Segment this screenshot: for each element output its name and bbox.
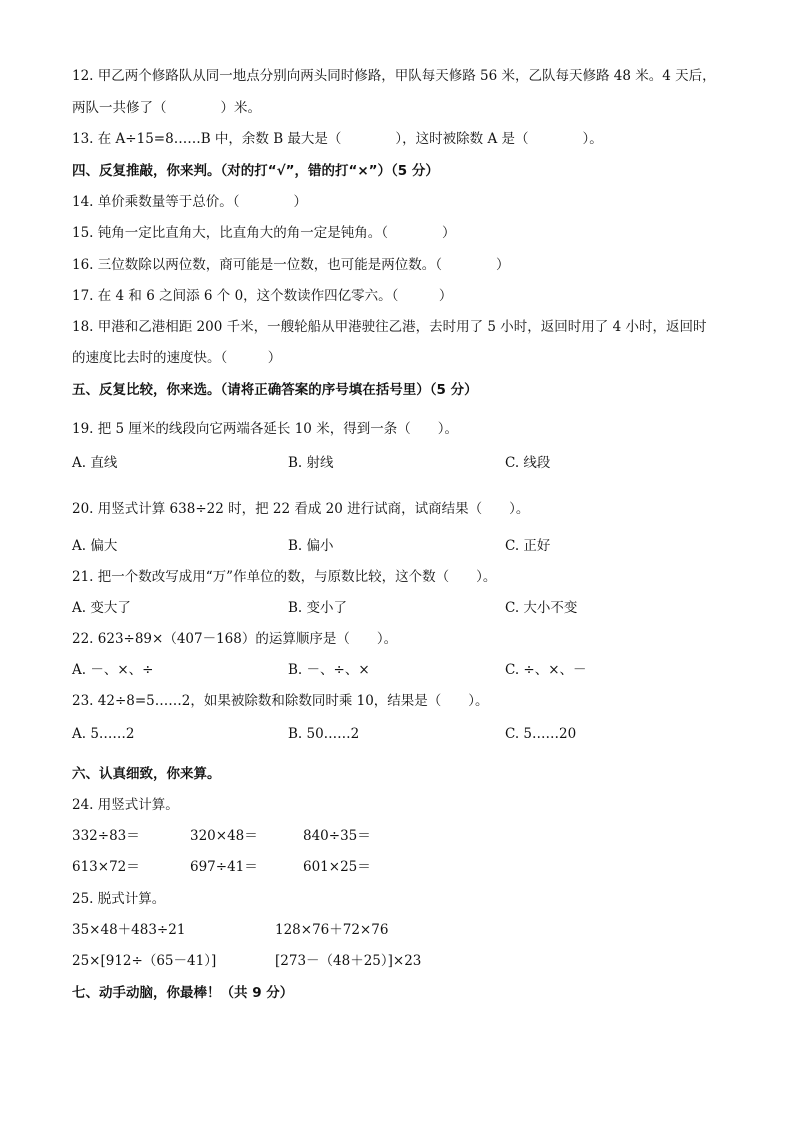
q12-line2: 两队一共修了（ ）米。 [72, 100, 261, 116]
q21-stem: 21. 把一个数改写成用“万”作单位的数，与原数比较，这个数（ ）。 [72, 569, 497, 585]
q19-stem: 19. 把 5 厘米的线段向它两端各延长 10 米，得到一条（ ）。 [72, 421, 458, 437]
section-6-heading: 六、认真细致，你来算。 [72, 766, 221, 782]
q15: 15. 钝角一定比直角大，比直角大的角一定是钝角。（ ） [72, 225, 456, 241]
q22-option-b: B. －、÷、× [288, 662, 370, 678]
q24-calc-5: 697÷41＝ [190, 859, 258, 875]
q20-option-c: C. 正好 [505, 538, 551, 554]
q21-option-b: B. 变小了 [288, 600, 348, 616]
q22-option-a: A. －、×、÷ [72, 662, 154, 678]
q23-option-a: A. 5……2 [72, 726, 135, 742]
q19-option-b: B. 射线 [288, 455, 334, 471]
q19-option-a: A. 直线 [72, 455, 118, 471]
q23-stem: 23. 42÷8=5……2，如果被除数和除数同时乘 10，结果是（ ）。 [72, 693, 489, 709]
q25-calc-1: 35×48＋483÷21 [72, 922, 186, 938]
q21-option-a: A. 变大了 [72, 600, 131, 616]
section-7-heading: 七、动手动脑，你最棒！（共 9 分） [72, 985, 294, 1001]
q24-calc-3: 840÷35＝ [303, 828, 371, 844]
q24-calc-2: 320×48＝ [190, 828, 258, 844]
q24-stem: 24. 用竖式计算。 [72, 797, 179, 813]
q20-stem: 20. 用竖式计算 638÷22 时，把 22 看成 20 进行试商，试商结果（ ）。 [72, 501, 530, 517]
q18-line1: 18. 甲港和乙港相距 200 千米，一艘轮船从甲港驶往乙港，去时用了 5 小时，返回时用了 4 小时，返回时 [72, 319, 707, 335]
q20-option-a: A. 偏大 [72, 538, 118, 554]
q25-calc-2: 128×76＋72×76 [275, 922, 389, 938]
q25-stem: 25. 脱式计算。 [72, 891, 166, 907]
q22-stem: 22. 623÷89×（407－168）的运算顺序是（ ）。 [72, 631, 398, 647]
q22-option-c: C. ÷、×、－ [505, 662, 587, 678]
q13: 13. 在 A÷15=8……B 中，余数 B 最大是（ ），这时被除数 A 是（ ）。 [72, 131, 603, 147]
q17: 17. 在 4 和 6 之间添 6 个 0，这个数读作四亿零六。（ ） [72, 288, 453, 304]
q20-option-b: B. 偏小 [288, 538, 334, 554]
section-4-heading: 四、反复推敲，你来判。（对的打“√”，错的打“×”）（5 分） [72, 163, 439, 179]
q14: 14. 单价乘数量等于总价。（ ） [72, 194, 308, 210]
q25-calc-3: 25×[912÷（65－41）] [72, 953, 217, 969]
section-5-heading: 五、反复比较，你来选。（请将正确答案的序号填在括号里）（5 分） [72, 382, 478, 398]
q12-line1: 12. 甲乙两个修路队从同一地点分别向两头同时修路，甲队每天修路 56 米，乙队每天修路 48 米。4 天后， [72, 68, 716, 84]
q25-calc-4: [273－（48＋25）]×23 [275, 953, 422, 969]
q24-calc-1: 332÷83＝ [72, 828, 140, 844]
q18-line2: 的速度比去时的速度快。（ ） [72, 350, 282, 366]
q23-option-b: B. 50……2 [288, 726, 360, 742]
q16: 16. 三位数除以两位数，商可能是一位数，也可能是两位数。（ ） [72, 257, 510, 273]
q19-option-c: C. 线段 [505, 455, 551, 471]
q24-calc-6: 601×25＝ [303, 859, 371, 875]
q24-calc-4: 613×72＝ [72, 859, 140, 875]
q23-option-c: C. 5……20 [505, 726, 577, 742]
q21-option-c: C. 大小不变 [505, 600, 578, 616]
